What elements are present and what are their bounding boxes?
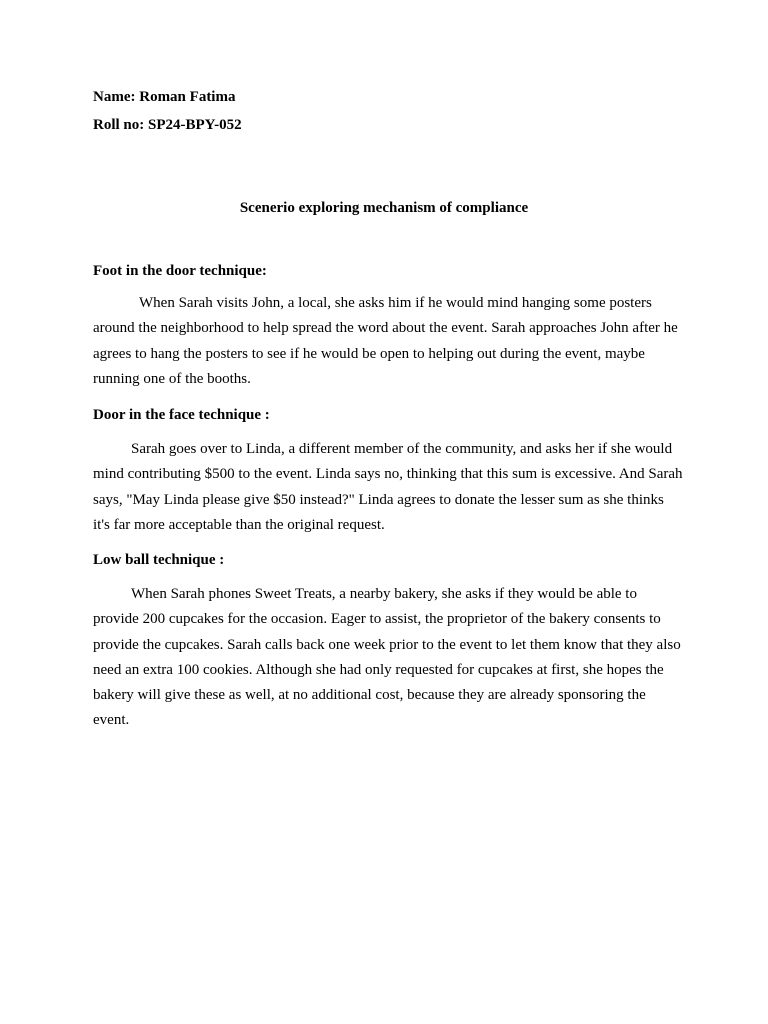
document-title: Scenerio exploring mechanism of compliance — [239, 200, 529, 216]
student-name: Name: Roman Fatima — [93, 89, 236, 105]
paragraph-text: When Sarah phones Sweet Treats, a nearby bakery, she asks if they would be able to provide 200 cupcakes for the occasion. Eager to assist, the proprietor of the bakery consents to provide the cupcakes. Sarah calls back one week prior to the event to let them know that they also need an extra 100 cookies. Although she had only requested for cupcakes at first, she hopes the bakery will give these as well, at no additional cost, because they are already sponsoring the event. — [93, 586, 681, 729]
section-body-foot-in-door — [93, 291, 683, 392]
section-heading-foot-in-door: Foot in the door technique: — [93, 263, 267, 279]
paragraph-text: When Sarah visits John, a local, she asks him if he would mind hanging some posters around the neighborhood to help spread the word about the event. Sarah approaches John after he agrees to hang the posters to see if he would be open to helping out during the event, maybe running one of the booths. — [93, 295, 678, 387]
paragraph-text: Sarah goes over to Linda, a different member of the community, and asks her if she would mind contributing $500 to the event. Linda says no, thinking that this sum is excessive. And Sarah says, "May Linda please give $50 instead?" Linda agrees to donate the lesser sum as she thinks it's far more acceptable than the original request. — [93, 441, 683, 533]
section-body-low-ball — [93, 582, 683, 734]
section-heading-low-ball: Low ball technique : — [93, 552, 225, 568]
section-heading-door-in-face: Door in the face technique : — [93, 407, 270, 423]
section-body-door-in-face — [93, 437, 683, 538]
roll-number: Roll no: SP24-BPY-052 — [93, 117, 242, 133]
